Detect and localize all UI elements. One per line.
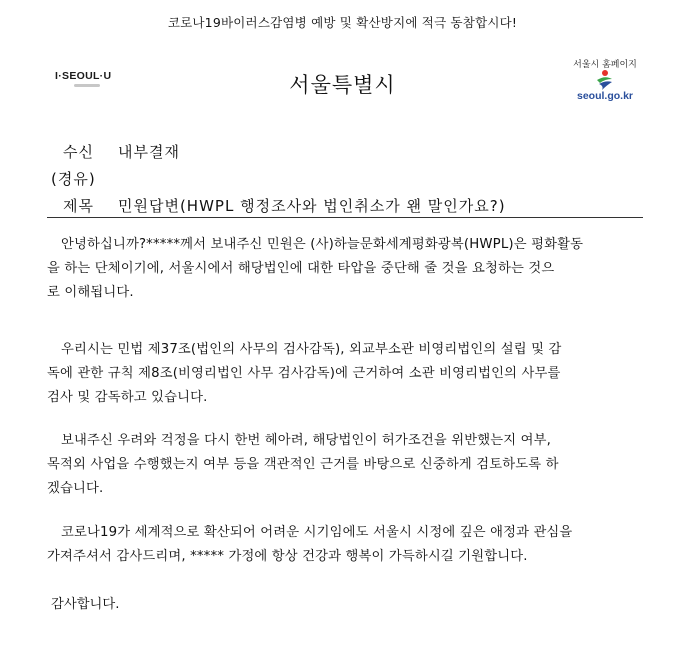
recipient-label: 수신 bbox=[63, 143, 94, 161]
org-title: 서울특별시 bbox=[289, 73, 396, 97]
subject-value: 민원답변(HWPL 행정조사와 법인취소가 왠 말인가요?) bbox=[118, 197, 506, 215]
paragraph-2 bbox=[47, 338, 647, 410]
paragraph-line: 을 하는 단체이기에, 서울시에서 해당법인에 대한 타압을 중단해 줄 것을 요청하는 것으 bbox=[47, 261, 555, 276]
homepage-url[interactable]: seoul.go.kr bbox=[576, 90, 633, 102]
seoul-symbol-icon bbox=[593, 69, 615, 91]
paragraph-line: 목적외 사업을 수행했는지 여부 등을 객관적인 근거를 바탕으로 신중하게 검토하도록 하 bbox=[47, 457, 559, 472]
paragraph-line: 보내주신 우려와 걱정을 다시 한번 헤아려, 해당법인이 허가조건을 위반했는지 여부, bbox=[61, 433, 551, 448]
paragraph-line: 가져주셔서 감사드리며, ***** 가정에 항상 건강과 행복이 가득하시길 기원합니다. bbox=[47, 549, 528, 564]
homepage-label: 서울시 홈페이지 bbox=[573, 60, 637, 70]
subject-label: 제목 bbox=[63, 197, 94, 215]
paragraph-line: 안녕하십니까?*****께서 보내주신 민원은 (사)하늘문화세계평화광복(HWPL)은 평화활동 bbox=[61, 237, 584, 252]
homepage-badge[interactable] bbox=[560, 57, 650, 107]
paragraph-line: 독에 관한 규칙 제8조(비영리법인 사무 검사감독)에 근거하여 소관 비영리법인의 사무를 bbox=[47, 366, 561, 381]
paragraph-line: 로 이해됩니다. bbox=[47, 285, 134, 300]
header-divider bbox=[47, 217, 643, 218]
paragraph-line: 겠습니다. bbox=[47, 481, 104, 496]
campaign-slogan: 코로나19바이러스감염병 예방 및 확산방지에 적극 동참합시다! bbox=[167, 15, 518, 30]
paragraph-line: 우리시는 민법 제37조(법인의 사무의 검사감독), 외교부소관 비영리법인의 설립 및 감 bbox=[61, 342, 562, 357]
recipient-value: 내부결재 bbox=[118, 143, 180, 161]
paragraph-1 bbox=[47, 233, 647, 305]
paragraph-line: 검사 및 감독하고 있습니다. bbox=[47, 390, 208, 405]
paragraph-4 bbox=[47, 521, 647, 569]
paragraph-line: 코로나19가 세계적으로 확산되어 어려운 시기임에도 서울시 시정에 깊은 애정과 관심을 bbox=[61, 525, 573, 540]
via-label: (경유) bbox=[51, 170, 96, 188]
logo-text: I·SEOUL·U bbox=[55, 70, 112, 82]
closing-text: 감사합니다. bbox=[51, 597, 120, 612]
paragraph-3 bbox=[47, 429, 647, 501]
